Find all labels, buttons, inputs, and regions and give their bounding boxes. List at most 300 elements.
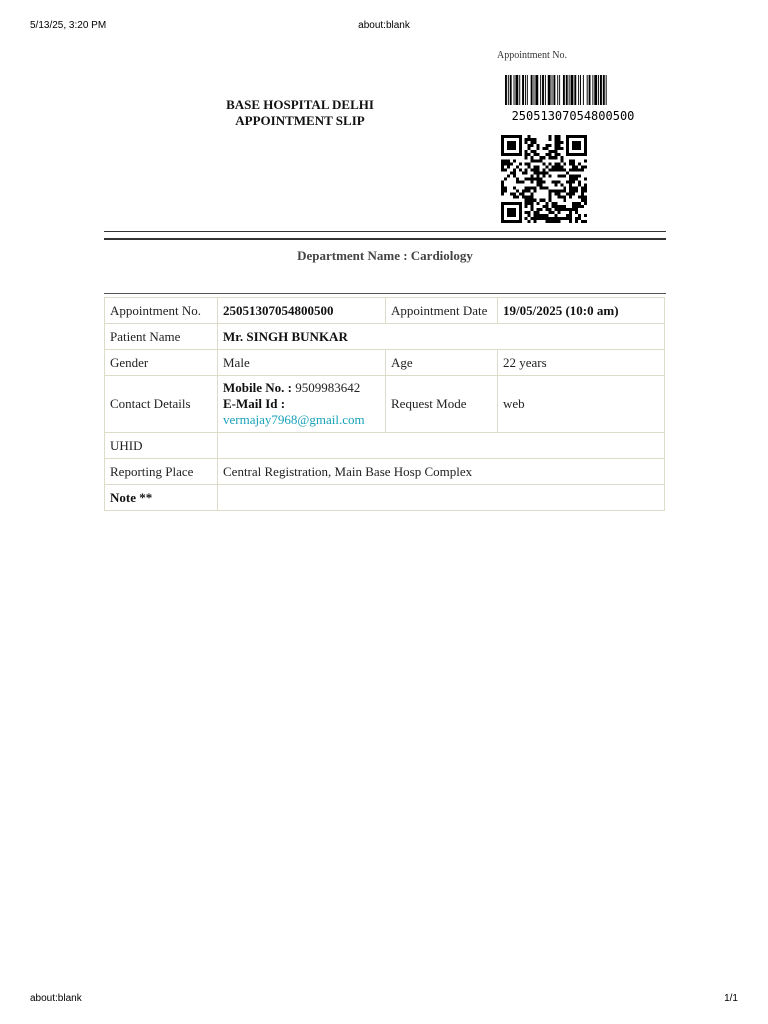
barcode-bar	[519, 75, 520, 105]
qr-module	[569, 184, 572, 187]
qr-module	[557, 135, 560, 138]
qr-module	[501, 147, 504, 150]
qr-module	[575, 168, 578, 171]
qr-module	[513, 211, 516, 214]
qr-module	[507, 141, 510, 144]
qr-module	[528, 187, 531, 190]
qr-module	[537, 217, 540, 220]
qr-module	[510, 147, 513, 150]
qr-module	[534, 171, 537, 174]
qr-module	[528, 144, 531, 147]
qr-module	[507, 208, 510, 211]
age-label: Age	[386, 350, 498, 376]
qr-module	[584, 138, 587, 141]
table-row	[105, 459, 665, 485]
qr-module	[557, 181, 560, 184]
qr-module	[554, 168, 557, 171]
qr-module	[551, 150, 554, 153]
qr-module	[516, 181, 519, 184]
appointment-no-label: Appointment No.	[105, 298, 218, 324]
qr-module	[551, 168, 554, 171]
qr-module	[501, 153, 504, 156]
qr-module	[560, 184, 563, 187]
department-name: Department Name : Cardiology	[297, 248, 473, 263]
qr-module	[513, 153, 516, 156]
qr-module	[572, 208, 575, 211]
qr-module	[548, 168, 551, 171]
request-mode-label: Request Mode	[386, 376, 498, 433]
qr-module	[537, 211, 540, 214]
qr-module	[551, 165, 554, 168]
qr-module	[522, 171, 525, 174]
qr-module	[507, 174, 510, 177]
qr-module	[557, 220, 560, 223]
qr-module	[516, 165, 519, 168]
qr-module	[519, 214, 522, 217]
barcode-bar	[606, 75, 607, 105]
barcode-bar	[522, 75, 524, 105]
barcode-bar	[525, 75, 526, 105]
qr-module	[578, 162, 581, 165]
qr-module	[563, 205, 566, 208]
qr-module	[507, 211, 510, 214]
qr-module	[531, 159, 534, 162]
qr-module	[572, 153, 575, 156]
qr-module	[584, 159, 587, 162]
qr-module	[584, 147, 587, 150]
qr-module	[537, 168, 540, 171]
qr-module	[519, 181, 522, 184]
qr-module	[534, 159, 537, 162]
qr-module	[572, 187, 575, 190]
qr-module	[575, 217, 578, 220]
qr-module	[519, 217, 522, 220]
qr-module	[581, 205, 584, 208]
qr-module	[504, 220, 507, 223]
qr-module	[557, 211, 560, 214]
qr-module	[548, 162, 551, 165]
barcode-number: 25051307054800500	[511, 109, 635, 123]
qr-module	[513, 187, 516, 190]
qr-module	[540, 184, 543, 187]
qr-module	[557, 208, 560, 211]
qr-module	[501, 141, 504, 144]
qr-module	[534, 220, 537, 223]
qr-module	[581, 135, 584, 138]
qr-module	[510, 211, 513, 214]
request-mode-value: web	[498, 376, 665, 433]
qr-module	[513, 159, 516, 162]
barcode-bar	[540, 75, 541, 105]
qr-module	[569, 135, 572, 138]
qr-module	[569, 196, 572, 199]
qr-module	[516, 177, 519, 180]
qr-module	[578, 174, 581, 177]
qr-module	[501, 202, 504, 205]
qr-module	[519, 138, 522, 141]
qr-module	[528, 153, 531, 156]
qr-module	[537, 208, 540, 211]
qr-module	[560, 147, 563, 150]
qr-module	[548, 144, 551, 147]
qr-module	[513, 141, 516, 144]
qr-module	[554, 153, 557, 156]
qr-module	[540, 177, 543, 180]
qr-module	[581, 168, 584, 171]
qr-module	[534, 150, 537, 153]
qr-module	[581, 199, 584, 202]
qr-module	[584, 190, 587, 193]
qr-module	[510, 220, 513, 223]
qr-module	[557, 190, 560, 193]
qr-module	[566, 181, 569, 184]
qr-module	[548, 208, 551, 211]
qr-module	[540, 214, 543, 217]
qr-module	[554, 150, 557, 153]
qr-module	[501, 159, 504, 162]
qr-module	[554, 205, 557, 208]
qr-module	[501, 220, 504, 223]
qr-module	[516, 135, 519, 138]
qr-module	[566, 208, 569, 211]
qr-module	[554, 138, 557, 141]
qr-module	[554, 217, 557, 220]
qr-module	[510, 214, 513, 217]
qr-module	[566, 138, 569, 141]
qr-module	[534, 214, 537, 217]
qr-module	[519, 211, 522, 214]
qr-module	[519, 208, 522, 211]
qr-module	[543, 181, 546, 184]
qr-module	[501, 208, 504, 211]
qr-module	[522, 181, 525, 184]
appointment-qr-code	[501, 135, 587, 223]
qr-module	[554, 144, 557, 147]
qr-module	[575, 202, 578, 205]
qr-module	[531, 168, 534, 171]
qr-module	[519, 220, 522, 223]
qr-module	[569, 193, 572, 196]
qr-module	[534, 187, 537, 190]
qr-module	[525, 190, 528, 193]
barcode-bar	[594, 75, 597, 105]
qr-module	[534, 190, 537, 193]
qr-module	[528, 165, 531, 168]
qr-module	[569, 168, 572, 171]
slip-header	[200, 97, 400, 129]
qr-module	[543, 162, 546, 165]
qr-module	[513, 171, 516, 174]
qr-module	[554, 141, 557, 144]
qr-module	[560, 217, 563, 220]
qr-module	[525, 156, 528, 159]
qr-module	[581, 196, 584, 199]
qr-module	[534, 217, 537, 220]
qr-module	[528, 162, 531, 165]
qr-module	[516, 202, 519, 205]
barcode-bar	[552, 75, 553, 105]
qr-module	[560, 196, 563, 199]
barcode-bar	[557, 75, 558, 105]
qr-module	[543, 171, 546, 174]
barcode-bar	[515, 75, 518, 105]
email-value[interactable]: vermajay7968@gmail.com	[223, 412, 365, 427]
qr-module	[551, 220, 554, 223]
qr-module	[566, 135, 569, 138]
qr-module	[548, 199, 551, 202]
qr-module	[528, 202, 531, 205]
qr-module	[528, 138, 531, 141]
qr-module	[513, 144, 516, 147]
qr-module	[534, 138, 537, 141]
qr-module	[551, 181, 554, 184]
qr-module	[572, 141, 575, 144]
patient-name-value: Mr. SINGH BUNKAR	[218, 324, 665, 350]
qr-module	[531, 150, 534, 153]
qr-module	[566, 141, 569, 144]
qr-module	[513, 208, 516, 211]
table-row	[105, 350, 665, 376]
qr-module	[554, 184, 557, 187]
qr-module	[519, 168, 522, 171]
qr-module	[575, 208, 578, 211]
qr-module	[513, 196, 516, 199]
qr-module	[557, 174, 560, 177]
qr-module	[540, 187, 543, 190]
qr-module	[551, 205, 554, 208]
qr-module	[572, 159, 575, 162]
qr-module	[510, 162, 513, 165]
qr-module	[501, 193, 504, 196]
qr-module	[557, 193, 560, 196]
qr-module	[534, 141, 537, 144]
qr-module	[525, 217, 528, 220]
qr-module	[557, 162, 560, 165]
qr-module	[545, 214, 548, 217]
qr-module	[501, 217, 504, 220]
barcode-bar	[587, 75, 588, 105]
qr-module	[534, 211, 537, 214]
qr-module	[501, 181, 504, 184]
qr-module	[548, 217, 551, 220]
qr-module	[531, 177, 534, 180]
qr-module	[575, 135, 578, 138]
qr-module	[569, 174, 572, 177]
qr-module	[525, 177, 528, 180]
qr-module	[519, 141, 522, 144]
qr-module	[560, 174, 563, 177]
barcode-bar	[574, 75, 576, 105]
qr-module	[563, 196, 566, 199]
qr-module	[501, 144, 504, 147]
qr-module	[584, 220, 587, 223]
barcode-bar	[600, 75, 602, 105]
qr-module	[557, 217, 560, 220]
qr-module	[554, 147, 557, 150]
qr-module	[545, 205, 548, 208]
qr-module	[557, 168, 560, 171]
barcode-bar	[566, 75, 568, 105]
qr-module	[516, 196, 519, 199]
qr-module	[504, 190, 507, 193]
qr-module	[566, 150, 569, 153]
qr-module	[537, 165, 540, 168]
qr-module	[501, 205, 504, 208]
qr-module	[537, 184, 540, 187]
qr-module	[545, 217, 548, 220]
patient-name-label: Patient Name	[105, 324, 218, 350]
qr-module	[584, 202, 587, 205]
qr-module	[537, 171, 540, 174]
print-footer-url: about:blank	[30, 993, 82, 1004]
qr-module	[569, 190, 572, 193]
qr-module	[540, 208, 543, 211]
qr-module	[572, 177, 575, 180]
qr-module	[569, 220, 572, 223]
qr-module	[566, 171, 569, 174]
qr-module	[572, 162, 575, 165]
qr-module	[572, 168, 575, 171]
qr-module	[581, 220, 584, 223]
qr-module	[543, 217, 546, 220]
qr-module	[525, 141, 528, 144]
qr-module	[519, 135, 522, 138]
qr-module	[545, 171, 548, 174]
qr-module	[531, 187, 534, 190]
qr-module	[578, 217, 581, 220]
qr-module	[545, 187, 548, 190]
qr-module	[572, 181, 575, 184]
reporting-place-value: Central Registration, Main Base Hosp Complex	[218, 459, 665, 485]
qr-module	[543, 214, 546, 217]
qr-module	[507, 162, 510, 165]
qr-module	[572, 193, 575, 196]
qr-module	[525, 153, 528, 156]
qr-module	[548, 193, 551, 196]
barcode-bar	[548, 75, 551, 105]
qr-module	[584, 199, 587, 202]
barcode-bar	[578, 75, 579, 105]
qr-module	[569, 177, 572, 180]
qr-module	[548, 156, 551, 159]
qr-module	[525, 196, 528, 199]
qr-module	[519, 153, 522, 156]
qr-module	[528, 190, 531, 193]
qr-module	[575, 177, 578, 180]
qr-module	[584, 214, 587, 217]
qr-module	[566, 217, 569, 220]
barcode-bar	[603, 75, 605, 105]
note-label: Note **	[105, 485, 218, 511]
qr-module	[501, 138, 504, 141]
qr-module	[537, 159, 540, 162]
qr-module	[513, 174, 516, 177]
appointment-date-label: Appointment Date	[386, 298, 498, 324]
appointment-barcode	[505, 75, 643, 105]
qr-module	[563, 174, 566, 177]
qr-module	[578, 196, 581, 199]
qr-module	[501, 187, 504, 190]
qr-module	[575, 144, 578, 147]
qr-module	[504, 162, 507, 165]
qr-module	[525, 168, 528, 171]
qr-module	[507, 165, 510, 168]
qr-module	[554, 202, 557, 205]
qr-module	[548, 211, 551, 214]
qr-module	[572, 202, 575, 205]
qr-module	[545, 220, 548, 223]
uhid-label: UHID	[105, 433, 218, 459]
qr-module	[531, 217, 534, 220]
qr-module	[557, 153, 560, 156]
qr-module	[525, 199, 528, 202]
qr-module	[545, 208, 548, 211]
email-label: E-Mail Id :	[223, 396, 286, 411]
qr-module	[572, 135, 575, 138]
qr-module	[537, 177, 540, 180]
qr-module	[575, 220, 578, 223]
qr-module	[528, 214, 531, 217]
qr-module	[543, 168, 546, 171]
qr-module	[584, 187, 587, 190]
qr-module	[528, 177, 531, 180]
barcode-bar	[505, 75, 507, 105]
qr-module	[560, 168, 563, 171]
qr-module	[519, 162, 522, 165]
qr-module	[581, 165, 584, 168]
barcode-bar	[510, 75, 512, 105]
qr-module	[504, 159, 507, 162]
barcode-bar	[571, 75, 574, 105]
qr-module	[501, 184, 504, 187]
qr-module	[548, 190, 551, 193]
qr-module	[540, 181, 543, 184]
qr-module	[554, 190, 557, 193]
qr-module	[557, 144, 560, 147]
qr-module	[575, 153, 578, 156]
qr-module	[525, 211, 528, 214]
qr-module	[551, 156, 554, 159]
qr-module	[543, 147, 546, 150]
appointment-no-value: 25051307054800500	[218, 298, 386, 324]
qr-module	[522, 193, 525, 196]
qr-module	[575, 190, 578, 193]
qr-module	[537, 144, 540, 147]
qr-module	[525, 150, 528, 153]
qr-module	[572, 165, 575, 168]
mobile-label: Mobile No. :	[223, 380, 292, 395]
qr-module	[513, 202, 516, 205]
barcode-bar	[563, 75, 565, 105]
qr-module	[537, 147, 540, 150]
qr-module	[507, 159, 510, 162]
qr-module	[548, 196, 551, 199]
qr-module	[569, 211, 572, 214]
qr-module	[584, 177, 587, 180]
qr-module	[578, 135, 581, 138]
table-row	[105, 485, 665, 511]
barcode-bar	[592, 75, 593, 105]
table-row	[105, 433, 665, 459]
qr-module	[513, 220, 516, 223]
qr-module	[510, 144, 513, 147]
qr-module	[578, 181, 581, 184]
qr-module	[543, 187, 546, 190]
qr-module	[504, 135, 507, 138]
qr-module	[584, 135, 587, 138]
qr-module	[545, 165, 548, 168]
qr-module	[543, 156, 546, 159]
